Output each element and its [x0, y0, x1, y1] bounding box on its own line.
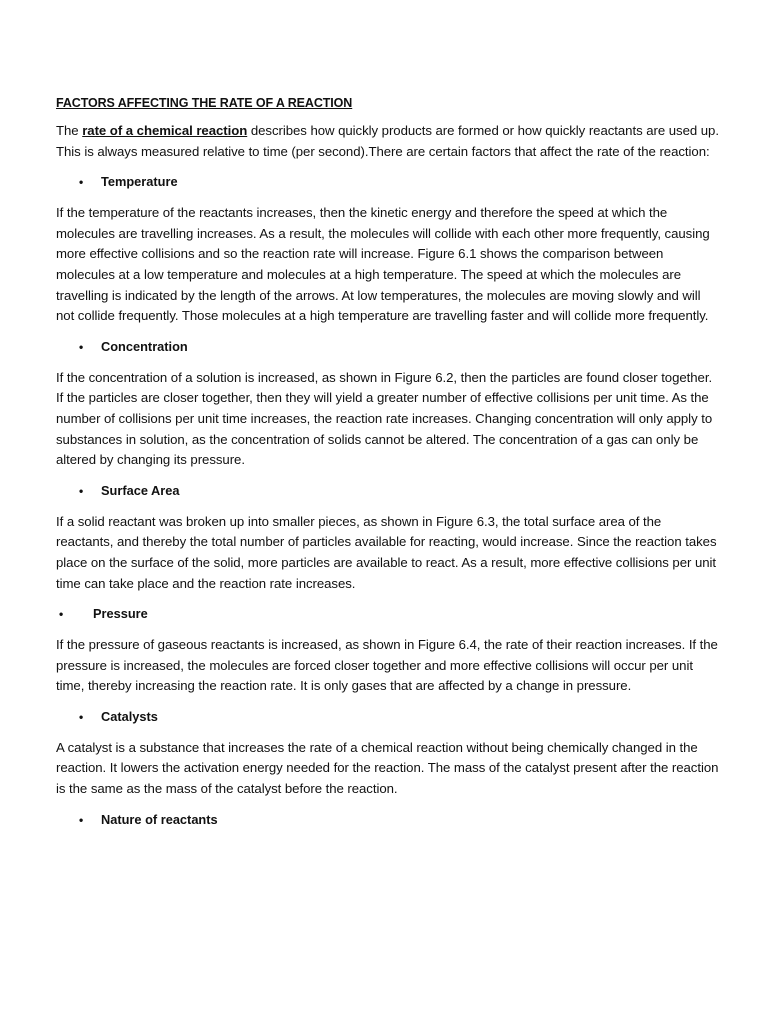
bullet-icon: • [79, 709, 84, 724]
section-heading-catalysts [56, 707, 720, 727]
paragraph-concentration: If the concentration of a solution is increased, as shown in Figure 6.2, then the particles are found closer together. If the particles are closer together, then they will yield a greater number of effective collisions per unit time. As the number of collisions per unit time increases, the reaction rate increases. Changing concentration will only apply to substances in solution, as the concentration of solids cannot be altered. The concentration of a gas can only be altered by changing its pressure. [56, 369, 713, 468]
paragraph-surface-area: If a solid reactant was broken up into smaller pieces, as shown in Figure 6.3, the total surface area of the reactants, and thereby the total number of particles available for reacting, would increase. Since the reaction takes place on the surface of the solid, more particles are available to react. As a result, more effective collisions per unit time can take place and the reaction rate increases. [56, 513, 717, 591]
heading-text: Temperature [101, 174, 178, 190]
intro-prefix: The [56, 123, 83, 138]
bullet-icon: • [79, 175, 84, 190]
bullet-icon: • [79, 339, 84, 354]
intro-term: rate of a chemical reaction [82, 123, 248, 138]
bullet-icon: • [59, 607, 64, 622]
paragraph-catalysts: A catalyst is a substance that increases the rate of a chemical reaction without being chemically changed in the reaction. It lowers the activation energy needed for the reaction. The mass of the catalyst present after the reaction is the same as the mass of the catalyst before the reaction. [56, 739, 719, 797]
bullet-icon: • [79, 483, 84, 498]
section-heading-pressure [56, 604, 720, 624]
section-heading-nature-of-reactants [56, 810, 720, 830]
paragraph-pressure: If the pressure of gaseous reactants is increased, as shown in Figure 6.4, the rate of their reaction increases. If the pressure is increased, the molecules are forced closer together and more effective collisions will occur per unit time, thereby increasing the reaction rate. It is only gases that are affected by a change in pressure. [56, 637, 718, 694]
paragraph-temperature: If the temperature of the reactants increases, then the kinetic energy and therefore the speed at which the molecules are travelling increases. As a result, the molecules will collide with each other more frequently, causing more effective collisions and so the reaction rate will increase. Figure 6.1 shows the comparison between molecules at a low temperature and molecules at a high temperature. The speed at which the molecules are travelling is indicated by the length of the arrows. At low temperatures, the molecules are moving slowly and will not collide frequently. Those molecules at a high temperature are travelling faster and will collide more frequently. [56, 205, 710, 324]
section-heading-concentration [56, 337, 720, 357]
heading-text: Surface Area [101, 482, 180, 498]
section-heading-temperature [56, 172, 720, 192]
heading-text: Catalysts [101, 708, 158, 724]
document-page [56, 93, 720, 841]
section-heading-surface-area [56, 481, 720, 501]
heading-text: Pressure [93, 606, 148, 622]
document-title: FACTORS AFFECTING THE RATE OF A REACTION [56, 96, 353, 110]
heading-text: Nature of reactants [101, 811, 218, 827]
intro-text: describes how quickly products are formed or how quickly reactants are used up. This is always measured relative to time (per second).There are certain factors that affect the rate of the reaction: [56, 123, 719, 159]
heading-text: Concentration [101, 338, 188, 354]
bullet-icon: • [79, 812, 84, 827]
intro-paragraph [56, 121, 720, 162]
